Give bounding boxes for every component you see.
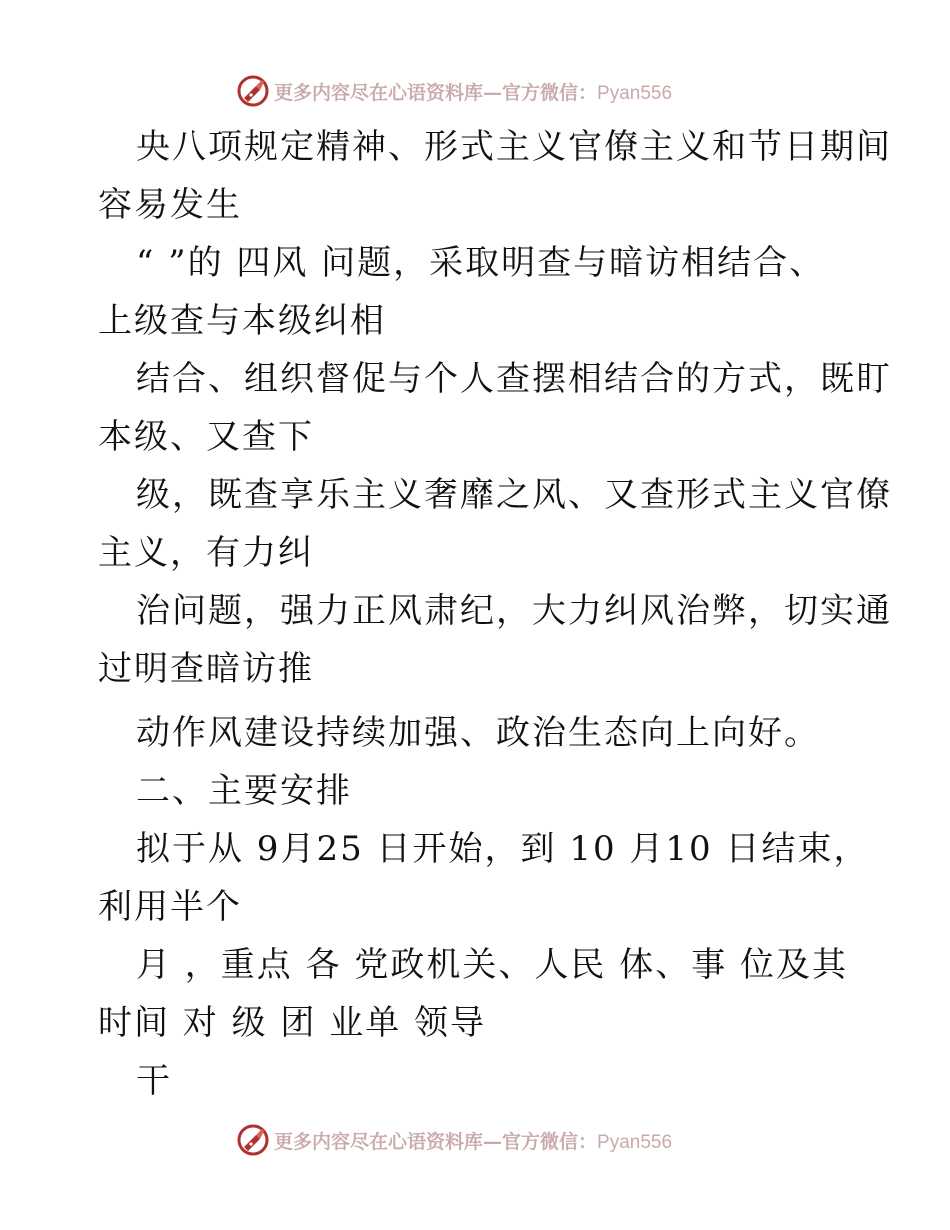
watermark-text: 更多内容尽在心语资料库—官方微信：Pyan556: [274, 1130, 673, 1153]
pen-nib-logo-icon: [236, 1123, 270, 1157]
watermark-text: 更多内容尽在心语资料库—官方微信：Pyan556: [274, 81, 673, 104]
text-line: 容易发生: [98, 185, 242, 225]
text-line: 过明查暗访推: [98, 649, 314, 689]
pen-nib-logo-icon: [236, 74, 270, 108]
text-line: 拟于从 9月25 日开始，到 10 月10 日结束，: [136, 829, 870, 869]
text-line: 央八项规定精神、形式主义官僚主义和节日期间: [136, 127, 892, 167]
text-line: 本级、又查下: [98, 417, 314, 457]
text-line: 结合、组织督促与个人查摆相结合的方式，既盯: [136, 359, 892, 399]
text-line: 利用半个: [98, 887, 242, 927]
watermark-account: Pyan556: [597, 1131, 673, 1153]
watermark-account: Pyan556: [597, 82, 673, 104]
text-line: 上级查与本级纠相: [98, 301, 386, 341]
text-line: 主义，有力纠: [98, 533, 314, 573]
section-heading: 二、主要安排: [136, 771, 352, 811]
text-line: 级，既查享乐主义奢靡之风、又查形式主义官僚: [136, 475, 892, 515]
text-line: 干: [136, 1061, 172, 1101]
text-line: 时间 对 级 团 业单 领导: [98, 1003, 487, 1043]
text-line: “ ”的 四风 问题，采取明查与暗访相结合、: [136, 243, 826, 283]
text-line: 动作风建设持续加强、政治生态向上向好。: [136, 713, 820, 753]
text-line: 治问题，强力正风肃纪，大力纠风治弊，切实通: [136, 591, 892, 631]
watermark-footer: [236, 1122, 672, 1158]
text-line: 月 ，重点 各 党政机关、人民 体、事 位及其: [136, 945, 849, 985]
watermark-header: [236, 73, 672, 109]
